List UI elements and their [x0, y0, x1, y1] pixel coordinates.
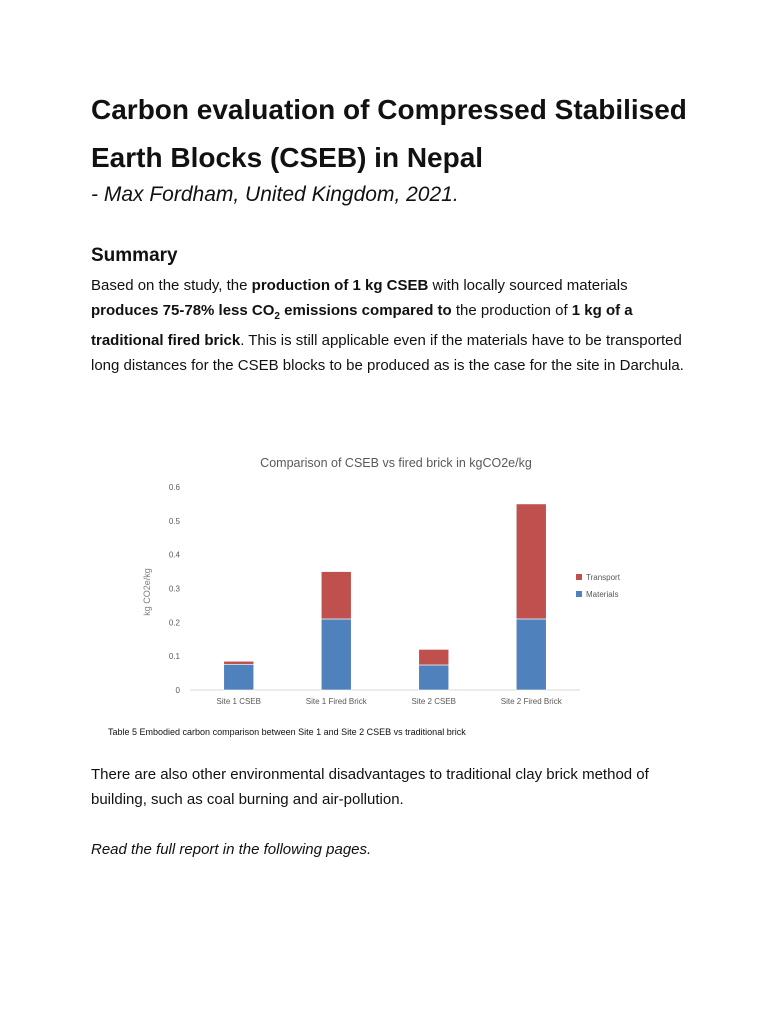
document-title: Carbon evaluation of Compressed Stabilised Earth Blocks (CSEB) in Nepal: [91, 94, 687, 173]
figure-caption: Table 5 Embodied carbon comparison between Site 1 and Site 2 CSEB vs traditional brick: [108, 727, 466, 737]
summary-bold-2-subscript: 2: [274, 310, 280, 322]
summary-text-3: the production of: [451, 301, 572, 319]
summary-bold-2a: produces 75-78% less CO: [91, 301, 275, 319]
bar-transport-site-2-fired-brick: [516, 504, 546, 619]
summary-bold-2b: emissions compared to: [279, 301, 452, 319]
read-more-note: Read the full report in the following pages.: [91, 841, 372, 858]
bar-transport-site-1-cseb: [224, 661, 254, 664]
y-tick-label: 0.6: [168, 483, 180, 492]
legend-swatch-transport: [576, 574, 582, 580]
x-tick-label: Site 2 Fired Brick: [500, 697, 562, 706]
bar-materials-site-2-fired-brick: [516, 619, 546, 690]
x-tick-label: Site 2 CSEB: [411, 697, 456, 706]
summary-text-2: with locally sourced materials: [428, 277, 628, 294]
body-paragraph-disadvantages: There are also other environmental disadvantages to traditional clay brick method of building, such as coal burning and air-pollution.: [91, 766, 649, 808]
summary-text-4: . This is still applicable even if the materials have to be transported long distances for the CSEB blocks to be produced as is the case for the site in Darchula.: [91, 332, 684, 374]
bar-materials-site-1-fired-brick: [321, 619, 351, 690]
summary-text-1: Based on the study, the: [91, 277, 252, 294]
legend-label-transport: Transport: [586, 573, 620, 582]
y-tick-label: 0.4: [168, 550, 180, 560]
y-tick-label: 0.2: [168, 618, 180, 628]
bar-materials-site-2-cseb: [419, 665, 449, 690]
bar-materials-site-1-cseb: [224, 664, 254, 690]
x-tick-label: Site 1 CSEB: [216, 697, 261, 706]
author-line: - Max Fordham, United Kingdom, 2021.: [91, 183, 459, 206]
bar-transport-site-1-fired-brick: [321, 572, 351, 619]
chart-title: Comparison of CSEB vs fired brick in kgCO2e/kg: [260, 456, 532, 470]
y-tick-label: 0: [175, 686, 180, 695]
summary-bold-1: production of 1 kg CSEB: [251, 277, 429, 294]
y-tick-label: 0.3: [168, 584, 180, 594]
y-tick-label: 0.5: [168, 516, 180, 526]
legend-swatch-materials: [576, 591, 582, 597]
summary-bold-3: 1 kg of a traditional fired brick: [91, 301, 633, 350]
bar-transport-site-2-cseb: [419, 649, 449, 665]
summary-paragraph: [91, 274, 691, 378]
y-axis-label: kg CO2e/kg: [142, 568, 152, 616]
chart-container: [100, 446, 670, 746]
x-tick-label: Site 1 Fired Brick: [305, 697, 367, 706]
y-tick-label: 0.1: [168, 652, 180, 662]
summary-heading: Summary: [91, 245, 178, 266]
stacked-bar-chart: [100, 446, 670, 726]
legend-label-materials: Materials: [586, 590, 619, 599]
